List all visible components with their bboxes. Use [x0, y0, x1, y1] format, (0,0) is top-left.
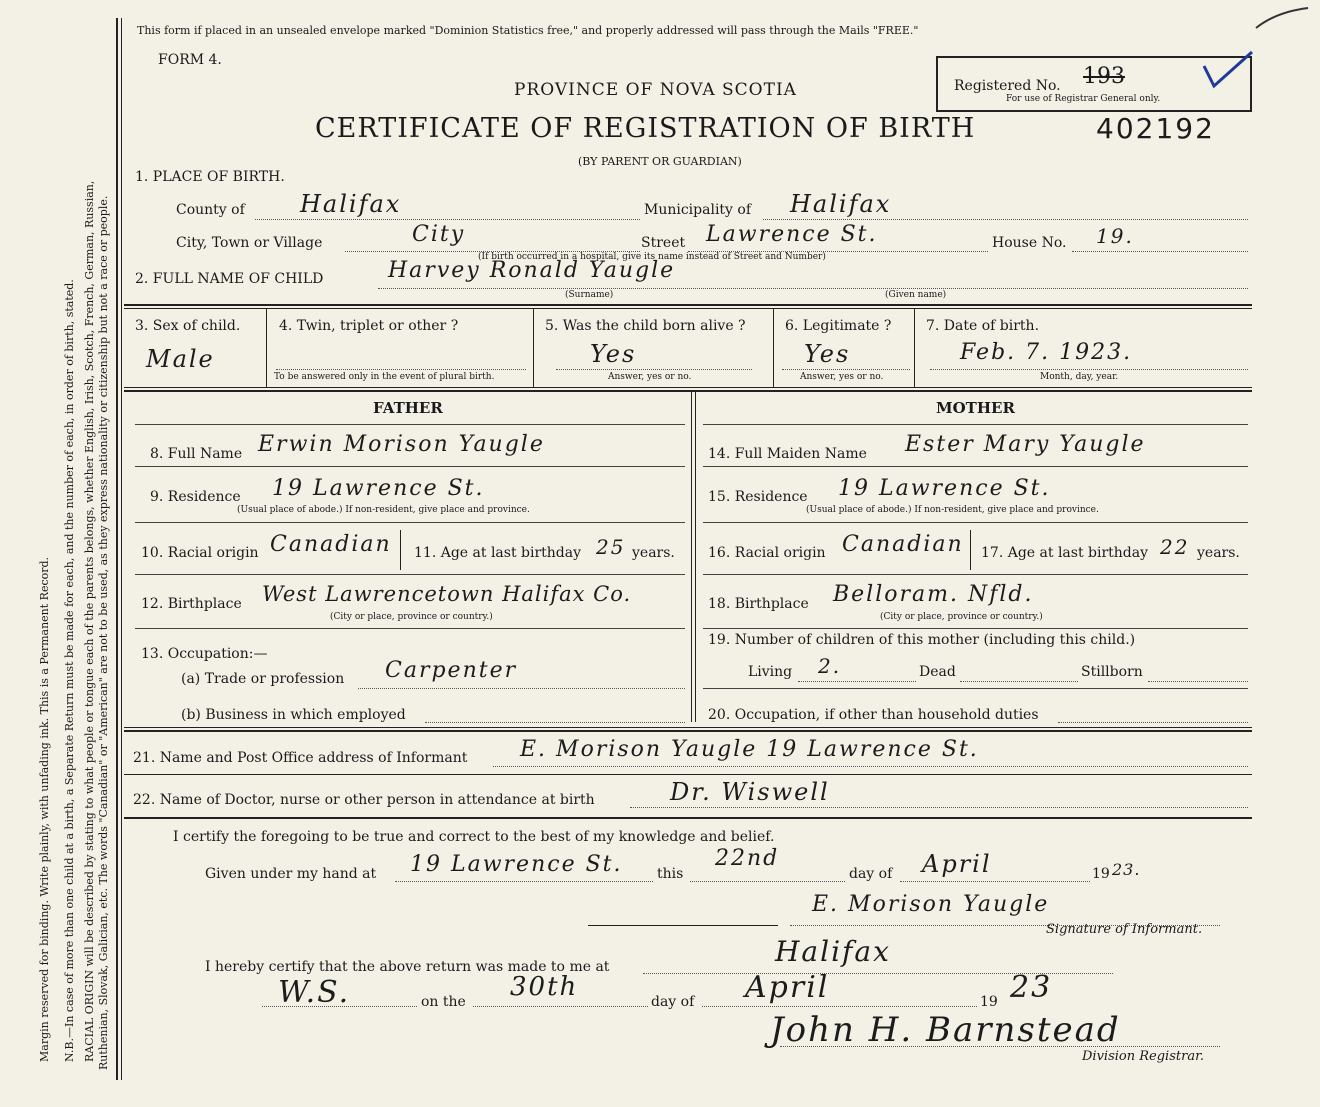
mother-birthplace-value: Belloram. Nfld.	[833, 582, 1034, 607]
margin-note-multiple-births: N.B.—In case of more than one child at a birth, a Separate Return must be made for each, and the number of each, in order of birth, stated.	[63, 279, 76, 1062]
registrar-place-value: Halifax	[775, 935, 891, 968]
registered-label: Registered No.	[954, 78, 1061, 94]
dead-label: Dead	[919, 664, 956, 680]
margin-rule	[116, 18, 118, 1080]
father-birthplace-note: (City or place, province or country.)	[330, 612, 493, 622]
father-age-value: 25	[596, 535, 626, 559]
legitimate-label: 6. Legitimate ?	[785, 318, 892, 334]
registrar-year-value: 23	[1010, 970, 1053, 1005]
municipality-value: Halifax	[790, 190, 892, 218]
registrar-signature-label: Division Registrar.	[1082, 1049, 1204, 1064]
registered-use-note: For use of Registrar General only.	[1006, 94, 1161, 104]
informant-signature: E. Morison Yaugle	[812, 892, 1050, 917]
certify-year-prefix: 19	[1092, 866, 1110, 882]
pen-stroke-icon	[1252, 4, 1312, 34]
mother-age-label: 17. Age at last birthday	[981, 545, 1149, 561]
child-name-value: Harvey Ronald Yaugle	[388, 258, 676, 283]
certify-day-value: 22nd	[715, 846, 780, 871]
father-name-label: 8. Full Name	[150, 446, 243, 462]
mother-residence-note: (Usual place of abode.) If non-resident, give place and province.	[806, 505, 1099, 515]
alive-label: 5. Was the child born alive ?	[545, 318, 746, 334]
mother-residence-label: 15. Residence	[708, 489, 808, 505]
municipality-label: Municipality of	[644, 202, 752, 218]
certificate-number: 402192	[1096, 112, 1215, 145]
hospital-note: (If birth occurred in a hospital, give its name instead of Street and Number)	[478, 252, 826, 262]
registrar-year-prefix: 19	[980, 994, 998, 1010]
dob-value: Feb. 7. 1923.	[960, 340, 1133, 365]
mail-notice: This form if placed in an unsealed envelope marked "Dominion Statistics free," and properly addressed will pass through the Mails "FREE."	[137, 24, 919, 37]
given-name-note: (Given name)	[885, 290, 947, 300]
certificate-title: CERTIFICATE OF REGISTRATION OF BIRTH	[315, 113, 976, 144]
street-label: Street	[641, 235, 686, 251]
father-trade-value: Carpenter	[385, 658, 518, 683]
mother-race-label: 16. Racial origin	[708, 545, 826, 561]
certify-month-value: April	[922, 850, 992, 878]
alive-note: Answer, yes or no.	[608, 372, 692, 382]
registrar-signature: John H. Barnstead	[770, 1010, 1121, 1050]
informant-signature-label: Signature of Informant.	[1046, 922, 1203, 937]
sex-value: Male	[146, 345, 215, 373]
father-business-label: (b) Business in which employed	[181, 707, 406, 723]
mother-occupation-label: 20. Occupation, if other than household duties	[708, 707, 1039, 723]
this-label: this	[657, 866, 684, 882]
mother-age-value: 22	[1160, 535, 1190, 559]
registrar-month-value: April	[745, 970, 830, 1005]
registered-struck-number: 193	[1083, 64, 1125, 89]
mother-race-value: Canadian	[842, 532, 964, 557]
city-value: City	[412, 222, 466, 247]
alive-value: Yes	[590, 340, 637, 368]
informant-label: 21. Name and Post Office address of Informant	[133, 750, 468, 766]
twin-note: To be answered only in the event of plural birth.	[274, 372, 495, 382]
certify-text: I certify the foregoing to be true and correct to the best of my knowledge and belief.	[173, 829, 775, 845]
father-birthplace-label: 12. Birthplace	[141, 596, 242, 612]
mother-age-years: years.	[1197, 545, 1240, 561]
living-value: 2.	[818, 654, 842, 678]
margin-note-racial-origin-2: Ruthenian, Slovak, Galician, etc. The words "Canadian" or "American" are not to be used, as they express nationality or citizenship but not a race or people.	[97, 195, 110, 1070]
father-trade-label: (a) Trade or profession	[181, 671, 345, 687]
mother-birthplace-label: 18. Birthplace	[708, 596, 809, 612]
mother-name-value: Ester Mary Yaugle	[905, 432, 1146, 457]
mother-birthplace-note: (City or place, province or country.)	[880, 612, 1043, 622]
margin-note-binding: Margin reserved for binding. Write plainly, with unfading ink. This is a Permanent Record.	[38, 556, 51, 1062]
mother-residence-value: 19 Lawrence St.	[838, 476, 1051, 501]
sex-label: 3. Sex of child.	[135, 318, 241, 334]
street-value: Lawrence St.	[706, 222, 878, 247]
father-name-value: Erwin Morison Yaugle	[258, 432, 545, 457]
father-residence-note: (Usual place of abode.) If non-resident, give place and province.	[237, 505, 530, 515]
given-under-label: Given under my hand at	[205, 866, 377, 882]
father-age-years: years.	[632, 545, 675, 561]
informant-value: E. Morison Yaugle 19 Lawrence St.	[520, 737, 979, 762]
form-number: FORM 4.	[158, 52, 222, 68]
mother-children-label: 19. Number of children of this mother (including this child.)	[708, 632, 1136, 648]
twin-label: 4. Twin, triplet or other ?	[279, 318, 459, 334]
place-heading: 1. PLACE OF BIRTH.	[135, 169, 285, 185]
certify-day-of-label: day of	[849, 866, 893, 882]
on-the-label: on the	[421, 994, 466, 1010]
surname-note: (Surname)	[565, 290, 614, 300]
registrar-day-value: 30th	[510, 972, 579, 1002]
certify-year-value: 23.	[1112, 860, 1141, 879]
father-residence-label: 9. Residence	[150, 489, 241, 505]
registrar-initials: W.S.	[278, 975, 351, 1010]
father-age-label: 11. Age at last birthday	[414, 545, 582, 561]
father-heading: FATHER	[373, 399, 443, 417]
stillborn-label: Stillborn	[1081, 664, 1143, 680]
father-occupation-label: 13. Occupation:—	[141, 646, 268, 662]
father-birthplace-value: West Lawrencetown Halifax Co.	[262, 582, 632, 606]
father-race-value: Canadian	[270, 532, 392, 557]
doctor-label: 22. Name of Doctor, nurse or other person in attendance at birth	[133, 792, 595, 808]
dob-note: Month, day, year.	[1040, 372, 1119, 382]
father-race-label: 10. Racial origin	[141, 545, 259, 561]
margin-note-racial-origin-1: RACIAL ORIGIN will be described by stating to what people or tongue each of the parents belongs, whether English, Irish, Scotch, French, German, Russian,	[83, 180, 96, 1062]
check-mark-icon	[1200, 46, 1260, 96]
county-label: County of	[176, 202, 245, 218]
province: PROVINCE OF NOVA SCOTIA	[514, 80, 797, 100]
margin-rule-inner	[121, 18, 122, 1080]
registrar-text: I hereby certify that the above return was made to me at	[205, 959, 610, 975]
legitimate-note: Answer, yes or no.	[800, 372, 884, 382]
county-value: Halifax	[300, 190, 402, 218]
dob-label: 7. Date of birth.	[926, 318, 1040, 334]
given-at-value: 19 Lawrence St.	[410, 852, 623, 877]
mother-heading: MOTHER	[936, 399, 1015, 417]
doctor-value: Dr. Wiswell	[670, 778, 830, 806]
registrar-day-of-label: day of	[651, 994, 695, 1010]
living-label: Living	[748, 664, 793, 680]
father-residence-value: 19 Lawrence St.	[272, 476, 485, 501]
city-label: City, Town or Village	[176, 235, 323, 251]
house-label: House No.	[992, 235, 1067, 251]
legitimate-value: Yes	[804, 340, 851, 368]
house-value: 19.	[1096, 224, 1134, 248]
certificate-subtitle: (BY PARENT OR GUARDIAN)	[578, 155, 742, 168]
child-name-label: 2. FULL NAME OF CHILD	[135, 271, 324, 287]
mother-name-label: 14. Full Maiden Name	[708, 446, 867, 462]
